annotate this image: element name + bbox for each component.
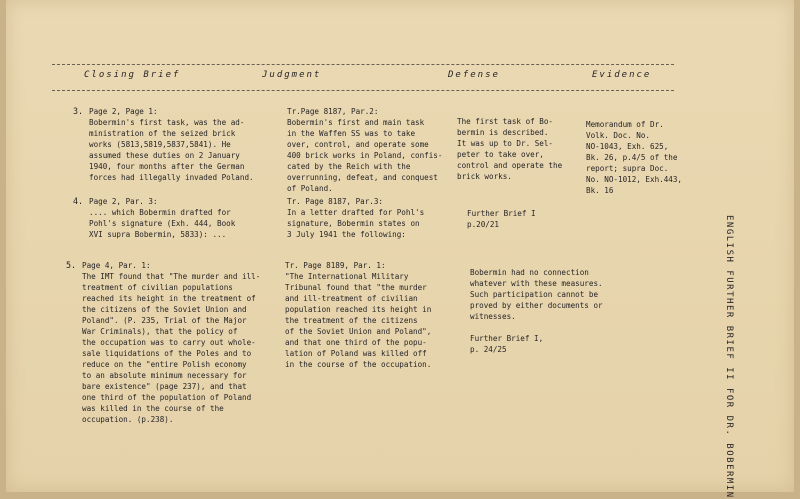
evidence-text: Memorandum of Dr. Volk. Doc. No. NO-1043, Exh. 625, Bk. 26, p.4/5 of the report; supra Doc. No. NO-1012, Exh.443, Bk. 16 — [586, 120, 683, 195]
defense-text: The first task of Bo- bermin is described. It was up to Dr. Sel- peter to take over, control and operate the brick works. — [457, 117, 563, 181]
judgment-text: Tr. Page 8187, Par.3: In a letter drafted for Pohl's signature, Bobermin states on 3 July 1941 the following: — [287, 197, 425, 239]
entry-number: 3. — [73, 106, 84, 116]
entry-number: 5. — [66, 260, 77, 270]
brief-text: Page 4, Par. 1: The IMT found that "The murder and ill- treatment of civilian populations reached its height in the treatment of the citizens of the Soviet Union and Poland". (P. 235, Trial of the Major War Criminals), that the policy of the occupation was to carry out whole- sale liquidations of the Poles and to reduce on the "entire Polish economy to an absolute minimum necessary for bare existence" (page 237), and that one third of the population of Poland was killed in the course of the occupation. (p.238). — [82, 261, 261, 424]
header-evidence: Evidence — [592, 70, 652, 80]
entry-number: 4. — [73, 196, 84, 206]
defense-text: Bobermin had no connection whatever with these measures. Such participation cannot be proved by either documents or witnesses. Further Brief I, p. 24/25 — [470, 268, 603, 354]
judgment-text: Tr. Page 8189, Par. 1: "The International Military Tribunal found that "the murder and ill-treatment of civilian population reached its height in the treatment of the citizens of the Soviet Union and Poland", and that one third of the popu- lation of Poland was killed off in the course of the occupation. — [285, 261, 432, 369]
header-judgment: Judgment — [262, 70, 322, 80]
brief-text: Page 2, Par. 3: .... which Bobermin drafted for Pohl's signature (Exh. 444, Book XVI supra Bobermin, 5833): ... — [89, 197, 236, 239]
brief-text: Page 2, Page 1: Bobermin's first task, was the ad- ministration of the seized brick works (5813,5819,5837,5841). He assumed these duties on 2 January 1940, four months after the German forces had illegally invaded Poland. — [89, 107, 254, 182]
header-defense: Defense — [448, 70, 500, 80]
side-label-text: ENGLISH FURTHER BRIEF II FOR DR. BOBERMIN — [724, 215, 734, 499]
header-rule-top — [52, 64, 674, 65]
judgment-text: Tr.Page 8187, Par.2: Bobermin's first and main task in the Waffen SS was to take over, control, and operate some 400 brick works in Poland, confis- cated by the Reich with the overrunning, defeat, and conquest of Poland. — [287, 107, 443, 193]
header-rule-bottom — [52, 90, 674, 91]
side-label — [724, 215, 734, 499]
header-closing-brief: Closing Brief — [84, 70, 181, 80]
defense-text: Further Brief I p.20/21 — [467, 209, 536, 229]
